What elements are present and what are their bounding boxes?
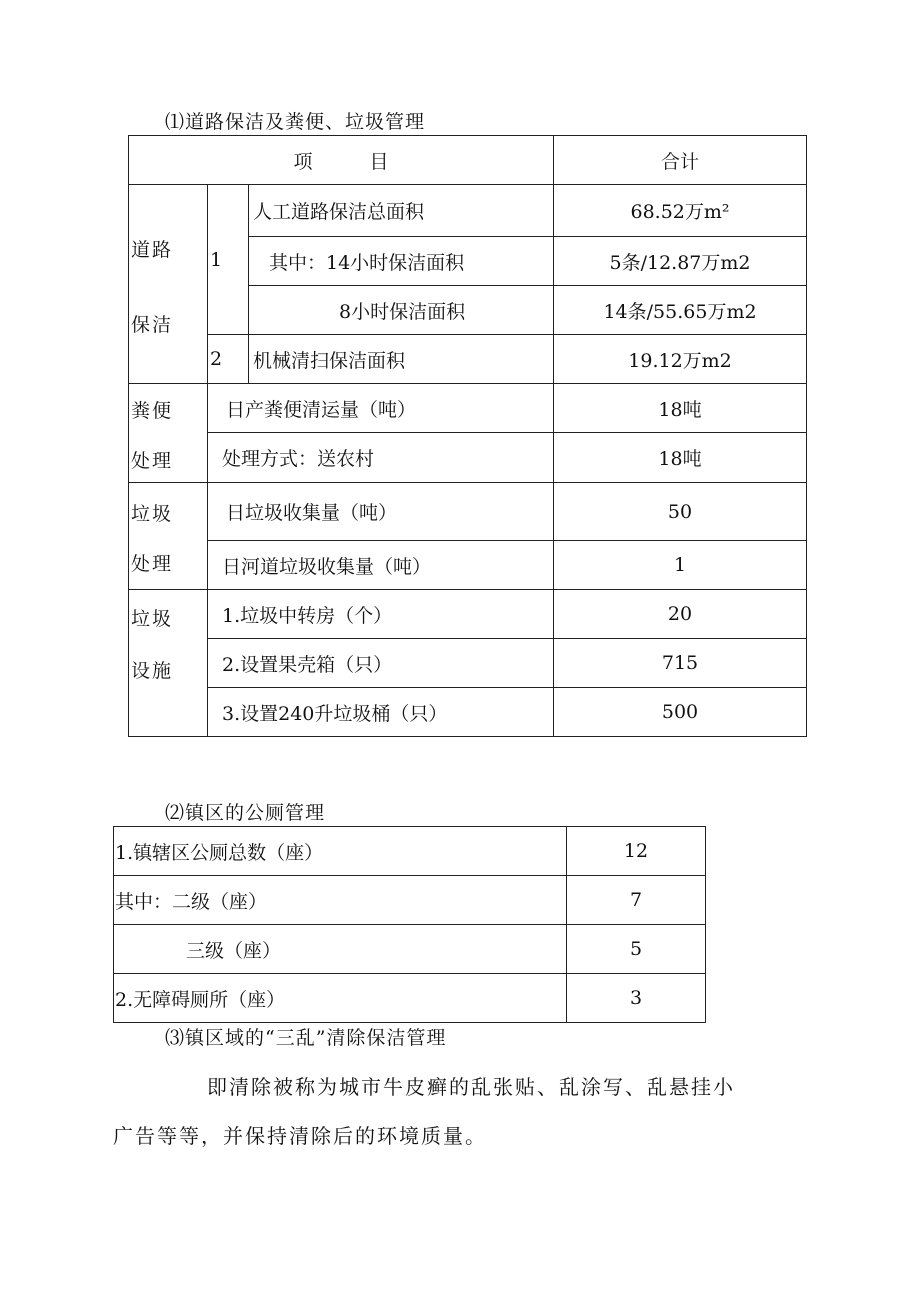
garbage-row-label: 日垃圾收集量（吨） (208, 483, 554, 541)
category-feces-top: 粪便 (131, 400, 174, 422)
paragraph-line-1: 即清除被称为城市牛皮癣的乱张贴、乱涂写、乱悬挂小 (207, 1075, 735, 1099)
garbage-row-label: 日河道垃圾收集量（吨） (208, 541, 554, 590)
toilet-row-label: 1.镇辖区公厕总数（座） (114, 827, 567, 876)
garbage-row-value: 50 (554, 483, 807, 541)
facility-row-label: 3.设置240升垃圾桶（只） (208, 688, 554, 737)
feces-row-value: 18吨 (554, 433, 807, 483)
toilet-row-label: 其中：二级（座） (114, 876, 567, 925)
table-row (129, 541, 807, 590)
category-garbage-bottom: 处理 (131, 553, 174, 575)
sanitation-table (128, 135, 807, 737)
category-road-bottom: 保洁 (131, 314, 174, 336)
toilet-row-label: 2.无障碍厕所（座） (114, 974, 567, 1023)
header-total: 合计 (554, 136, 807, 185)
toilet-row-value: 7 (567, 876, 706, 925)
toilet-row-value: 12 (567, 827, 706, 876)
toilet-row-value: 5 (567, 925, 706, 974)
table-row (129, 384, 807, 433)
category-feces-bottom: 处理 (131, 450, 174, 472)
road-row-label: 其中：14小时保洁面积 (249, 237, 554, 286)
road-row-value: 68.52万m² (554, 185, 807, 237)
table-row (114, 876, 706, 925)
facility-row-label: 2.设置果壳箱（只） (208, 639, 554, 688)
road-row-label: 8小时保洁面积 (249, 286, 554, 335)
table-row (129, 185, 807, 237)
category-facilities-bottom: 设施 (131, 660, 174, 682)
toilet-row-label: 三级（座） (114, 925, 567, 974)
category-garbage (129, 483, 208, 590)
table-row (114, 974, 706, 1023)
header-item: 项 目 (129, 136, 554, 185)
section1-heading: ⑴道路保洁及粪便、垃圾管理 (165, 111, 426, 133)
section3-heading: ⑶镇区域的“三乱”清除保洁管理 (165, 1027, 447, 1049)
facility-row-value: 500 (554, 688, 807, 737)
road-row-label: 人工道路保洁总面积 (249, 185, 554, 237)
table-row (129, 639, 807, 688)
road-row-label: 机械清扫保洁面积 (249, 335, 554, 384)
road-row-value: 19.12万m2 (554, 335, 807, 384)
section2-heading: ⑵镇区的公厕管理 (165, 802, 326, 824)
feces-row-value: 18吨 (554, 384, 807, 433)
table-row (129, 433, 807, 483)
facility-row-label: 1.垃圾中转房（个） (208, 590, 554, 639)
table-row (129, 688, 807, 737)
feces-row-label: 处理方式：送农村 (208, 433, 554, 483)
table-row (114, 827, 706, 876)
category-road (129, 185, 208, 384)
category-feces (129, 384, 208, 483)
table-row (129, 335, 807, 384)
road-num-2: 2 (208, 335, 249, 384)
category-facilities (129, 590, 208, 737)
garbage-row-value: 1 (554, 541, 807, 590)
toilet-table (113, 826, 706, 1023)
table-row (114, 925, 706, 974)
table-header-row (129, 136, 807, 185)
road-row-value: 5条/12.87万m2 (554, 237, 807, 286)
facility-row-value: 715 (554, 639, 807, 688)
category-facilities-top: 垃圾 (131, 608, 174, 630)
table-row (129, 590, 807, 639)
category-garbage-top: 垃圾 (131, 503, 174, 525)
paragraph-line-2: 广告等等，并保持清除后的环境质量。 (113, 1124, 487, 1148)
feces-row-label: 日产粪便清运量（吨） (208, 384, 554, 433)
table-row (129, 483, 807, 541)
road-num-1: 1 (208, 185, 249, 335)
category-road-top: 道路 (131, 239, 174, 261)
toilet-row-value: 3 (567, 974, 706, 1023)
road-row-value: 14条/55.65万m2 (554, 286, 807, 335)
facility-row-value: 20 (554, 590, 807, 639)
